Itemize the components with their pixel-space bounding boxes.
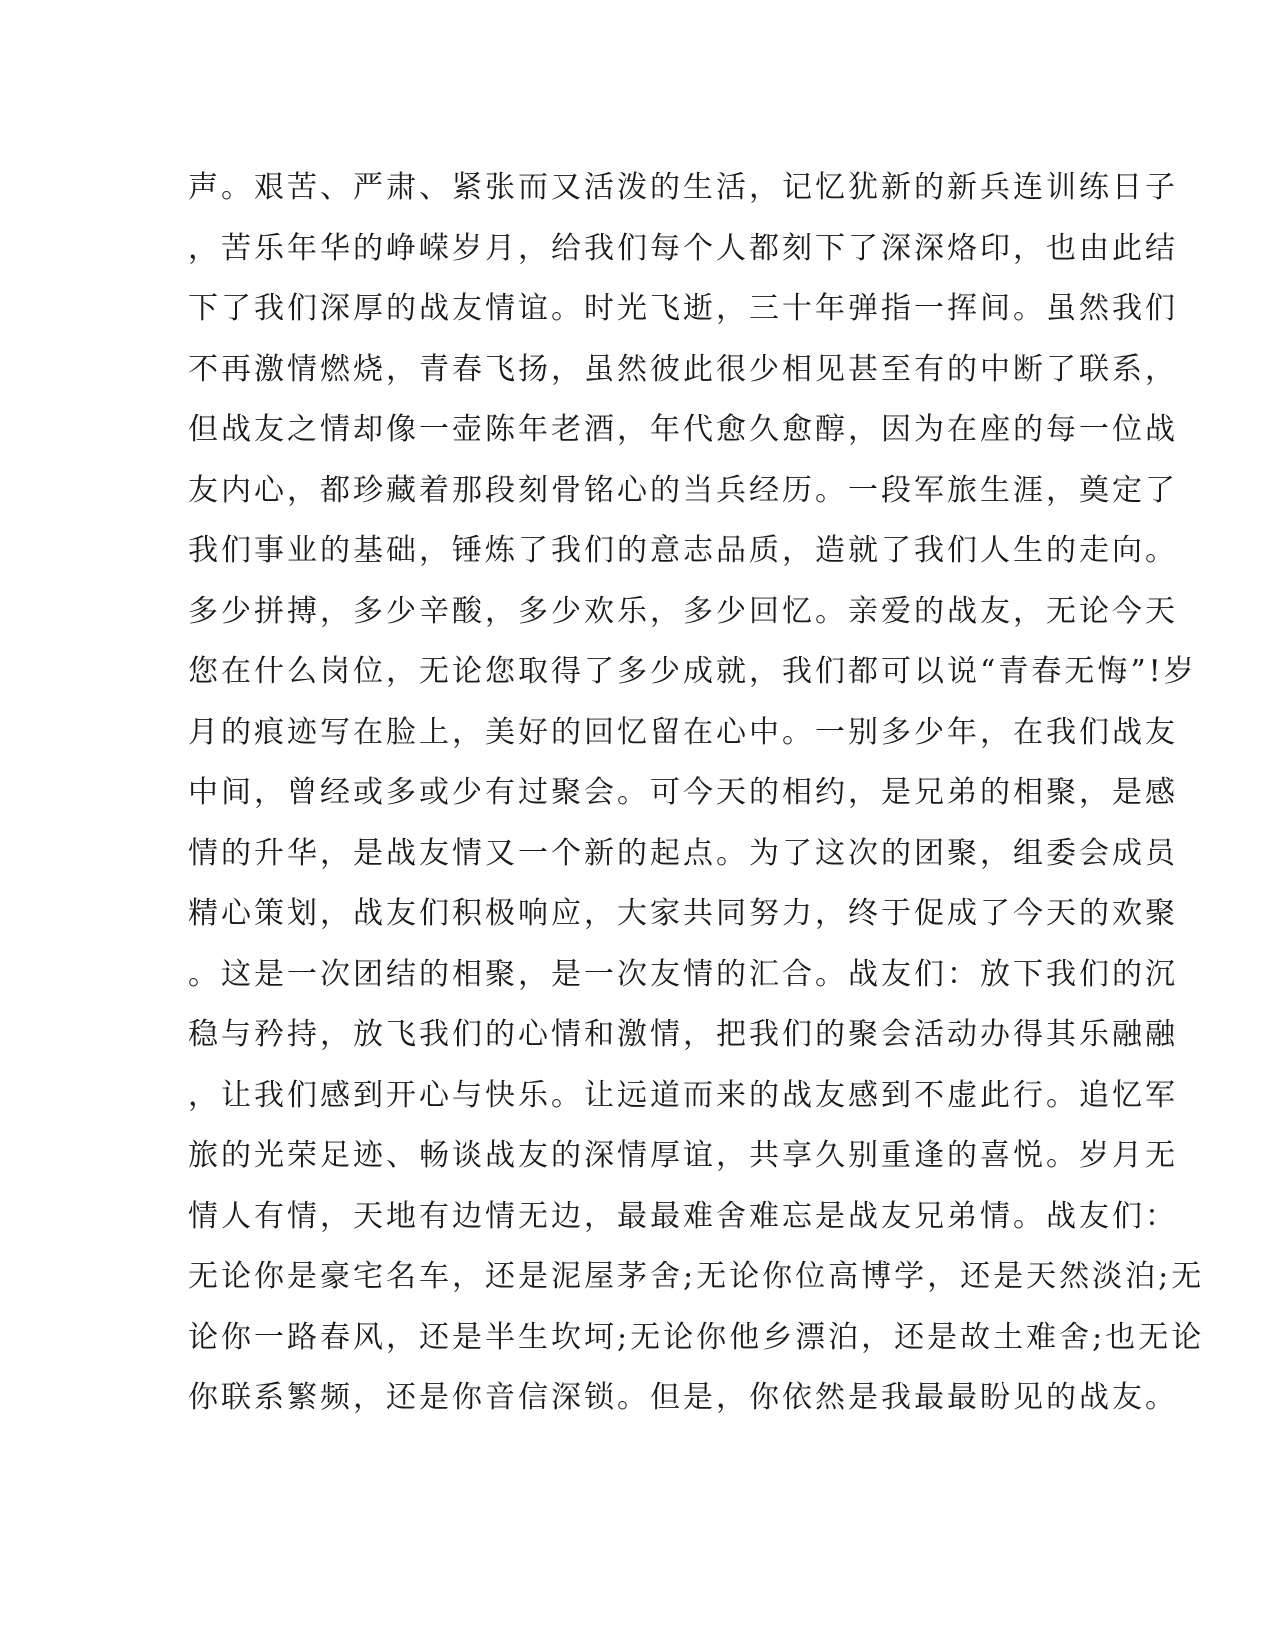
text-line: 声。艰苦、严肃、紧张而又活泼的生活，记忆犹新的新兵连训练日子 [188,170,1178,205]
text-line: 情的升华，是战友情又一个新的起点。为了这次的团聚，组委会成员 [188,835,1178,871]
text-line: 月的痕迹写在脸上，美好的回忆留在心中。一别多少年，在我们战友 [188,714,1178,750]
text-line: 稳与矜持，放飞我们的心情和激情，把我们的聚会活动办得其乐融融 [188,1017,1178,1052]
text-line: 旅的光荣足迹、畅谈战友的深情厚谊，共享久别重逢的喜悦。岁月无 [188,1138,1178,1173]
text-line: 论你一路春风，还是半生坎坷;无论你他乡漂泊，还是故土难舍;也无论 [188,1319,1205,1355]
text-line: 中间，曾经或多或少有过聚会。可今天的相约，是兄弟的相聚，是感 [188,775,1178,810]
text-line: 不再激情燃烧，青春飞扬，虽然彼此很少相见甚至有的中断了联系， [188,351,1178,387]
text-line: 友内心，都珍藏着那段刻骨铭心的当兵经历。一段军旅生涯，奠定了 [188,472,1178,508]
text-line: ，让我们感到开心与快乐。让远道而来的战友感到不虚此行。追忆军 [188,1077,1178,1113]
text-line: 您在什么岗位，无论您取得了多少成就，我们都可以说“青春无悔”!岁 [188,654,1197,689]
text-line: 多少拼搏，多少辛酸，多少欢乐，多少回忆。亲爱的战友，无论今天 [188,593,1178,629]
body-text [188,158,1205,1429]
text-line: ，苦乐年华的峥嵘岁月，给我们每个人都刻下了深深烙印，也由此结 [188,230,1178,266]
text-line: 你联系繁频，还是你音信深锁。但是，你依然是我最最盼见的战友。 [188,1380,1178,1415]
text-line: 下了我们深厚的战友情谊。时光飞逝，三十年弹指一挥间。虽然我们 [188,291,1178,326]
text-line: 。这是一次团结的相聚，是一次友情的汇合。战友们：放下我们的沉 [188,956,1178,992]
text-line: 我们事业的基础，锤炼了我们的意志品质，造就了我们人生的走向。 [188,533,1178,568]
text-line: 精心策划，战友们积极响应，大家共同努力，终于促成了今天的欢聚 [188,896,1178,931]
text-line: 情人有情，天地有边情无边，最最难舍难忘是战友兄弟情。战友们： [188,1198,1178,1234]
text-line: 无论你是豪宅名车，还是泥屋茅舍;无论你位高博学，还是天然淡泊;无 [188,1259,1205,1294]
text-line: 但战友之情却像一壶陈年老酒，年代愈久愈醇，因为在座的每一位战 [188,412,1178,447]
